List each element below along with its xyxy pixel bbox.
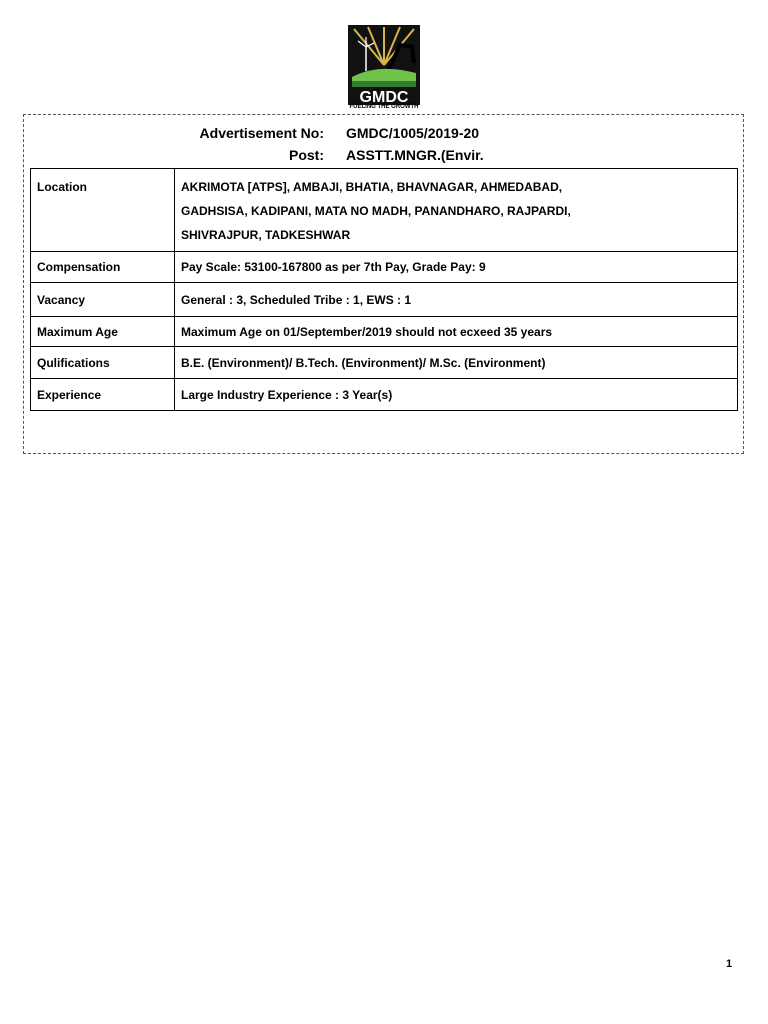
advertisement-no-label: Advertisement No: (199, 125, 324, 141)
row-value-compensation: Pay Scale: 53100-167800 as per 7th Pay, Grade Pay: 9 (175, 252, 738, 283)
post-label: Post: (289, 147, 324, 163)
row-value-vacancy: General : 3, Scheduled Tribe : 1, EWS : 1 (175, 283, 738, 317)
logo-tagline: FUELING THE GROWTH (349, 104, 419, 110)
table-row (31, 317, 738, 347)
row-key-location: Location (31, 169, 175, 252)
page-number: 1 (726, 958, 733, 970)
location-line: SHIVRAJPUR, TADKESHWAR (181, 228, 351, 242)
location-line: AKRIMOTA [ATPS], AMBAJI, BHATIA, BHAVNAGAR, AHMEDABAD, (181, 180, 563, 194)
gmdc-logo (348, 25, 420, 113)
svg-text:GMDC: GMDC (359, 89, 409, 106)
table-row (31, 252, 738, 283)
row-key-maximum-age: Maximum Age (31, 317, 175, 347)
table-row (31, 347, 738, 379)
row-value-qualifications: B.E. (Environment)/ B.Tech. (Environment)/ M.Sc. (Environment) (175, 347, 738, 379)
row-key-compensation: Compensation (31, 252, 175, 283)
row-key-qualifications: Qulifications (31, 347, 175, 379)
row-value-maximum-age: Maximum Age on 01/September/2019 should not ecxeed 35 years (175, 317, 738, 347)
post-value: ASSTT.MNGR.(Envir. (346, 147, 484, 163)
table-row (31, 169, 738, 252)
advertisement-no-value: GMDC/1005/2019-20 (346, 125, 480, 141)
location-line: GADHSISA, KADIPANI, MATA NO MADH, PANANDHARO, RAJPARDI, (181, 204, 571, 218)
row-key-experience: Experience (31, 379, 175, 411)
job-details-table (30, 168, 738, 411)
row-value-location (175, 169, 738, 252)
table-row (31, 283, 738, 317)
table-row (31, 379, 738, 411)
row-value-experience: Large Industry Experience : 3 Year(s) (175, 379, 738, 411)
row-key-vacancy: Vacancy (31, 283, 175, 317)
